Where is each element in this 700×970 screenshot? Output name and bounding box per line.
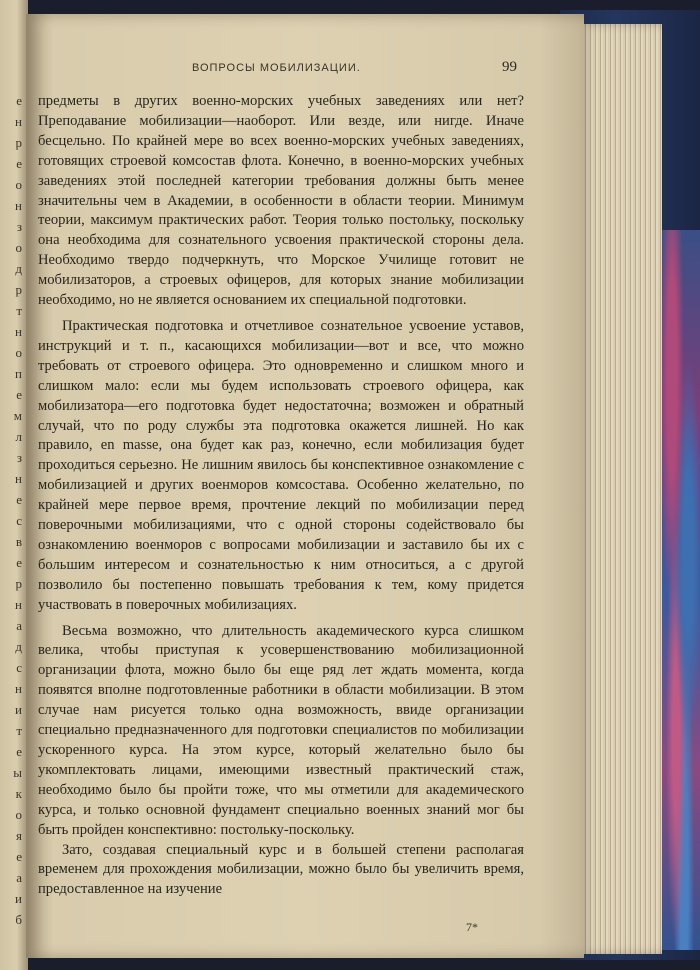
page-header bbox=[26, 59, 584, 82]
left-page-fragment: з bbox=[16, 219, 22, 234]
left-page-fragment: я bbox=[16, 828, 22, 843]
left-page-fragment: о bbox=[15, 240, 22, 255]
paragraph: Зато, создавая специальный курс и в большей степени располагая временем для прохождения мобилизации, можно было бы увеличить время, предоставленное на изучение bbox=[38, 841, 524, 898]
left-page-fragment: е bbox=[16, 744, 22, 759]
paragraph: Весьма возможно, что длительность академического курса слишком велика, чтобы приступая к усовершенствованию мобилизационной организации флота, можно было бы еще ряд лет ждать момента, когда появятся вполне подготовленные работники в области мобилизации. В этом случае нам рисуется только одна возможность, ввиде организации специально предназначенного для подготовки специалистов по мобилизации ускоренного курса. На этом курсе, который желательно было бы укомплектовать лицами, имеющими известный практический стаж, необходимо было бы пройти тоже, что мы отметили для академического курса, и только основной фундамент специально военных знаний мог бы быть пройден конспективно: постольку-поскольку. bbox=[38, 622, 524, 838]
running-head: ВОПРОСЫ МОБИЛИЗАЦИИ. bbox=[192, 62, 361, 74]
body-text bbox=[38, 92, 524, 900]
paragraph: предметы в других военно-морских учебных заведениях или нет? Преподавание мобилизации—наоборот. Или везде, или нигде. Иначе бесцельно. По крайней мере во всех военно-морских учебных заведениях, готовящих строевой комсостав флота. Конечно, в военно-морских учебных заведениях этой последней категории требования должны быть менее значительны чем в Академии, в особенности в области теории. Минимум теории, максимум практических работ. Теория только постольку, поскольку она необходима для сознательного усвоения практической стороны дела. Необходимо твердо подчеркнуть, что Морское Училище готовит не мобилизаторов, а строевых офицеров, для которых знание мобилизации необходимо, но не является основанием их специальной подготовки. bbox=[38, 93, 524, 309]
left-page-fragment: о bbox=[15, 177, 22, 192]
left-page-fragment: в bbox=[15, 534, 22, 549]
left-page-fragment: е bbox=[16, 492, 22, 507]
left-page-fragment: с bbox=[16, 513, 22, 528]
left-page bbox=[0, 0, 28, 970]
left-page-fragment: д bbox=[15, 261, 22, 276]
right-page bbox=[26, 14, 584, 958]
left-page-fragment: е bbox=[16, 387, 22, 402]
left-page-fragment: н bbox=[15, 471, 22, 486]
left-page-fragment: е bbox=[16, 849, 22, 864]
left-page-fragment: з bbox=[16, 450, 22, 465]
left-page-fragment: н bbox=[15, 597, 22, 612]
paragraph: Практическая подготовка и отчетливое сознательное усвоение уставов, инструкций и т. п., касающихся мобилизации—вот и все, что можно требовать от строевого офицера. Это одновременно и слишком много и слишком мало: если мы будем использовать строевого офицера, как мобилизатора—его подготовка будет недостаточна; возможен и обратный случай, что по роду службы эта подготовка окажется лишней. Но как правило, en masse, она будет как раз, конечно, если мобилизация будет проходиться серьезно. Не лишним явилось бы конспективное ознакомление с мобилизацией и других военморов комсостава. Особенно желательно, по крайней мере первое время, прочтение лекций по мобилизации перед поверочными мобилизациями, что с одной стороны содействовало бы ознакомлению военморов с вопросами мобилизации и заставило бы их с большим интересом и сознательностью к ним относиться, а с другой позволило бы постепенно повышать требования к тем, кому придется участвовать в поверочных мобилизациях. bbox=[38, 317, 524, 613]
left-page-fragment: н bbox=[15, 681, 22, 696]
left-page-fragment: к bbox=[15, 786, 22, 801]
left-page-fragment: п bbox=[15, 366, 22, 381]
left-page-fragment: т bbox=[16, 723, 22, 738]
page-number: 99 bbox=[502, 59, 517, 75]
left-page-fragment: а bbox=[16, 870, 22, 885]
left-page-fragment: ы bbox=[13, 765, 22, 780]
left-page-fragment: е bbox=[16, 156, 22, 171]
left-page-fragment: о bbox=[15, 807, 22, 822]
left-page-fragment: н bbox=[15, 324, 22, 339]
left-page-fragment: р bbox=[15, 576, 22, 591]
signature-mark: 7* bbox=[466, 920, 478, 934]
left-page-fragment: с bbox=[16, 660, 22, 675]
left-page-fragment: р bbox=[15, 282, 22, 297]
left-page-fragment: р bbox=[15, 135, 22, 150]
left-page-fragment: б bbox=[15, 912, 22, 927]
left-page-fragment: л bbox=[15, 429, 22, 444]
left-page-fragment: н bbox=[15, 198, 22, 213]
left-page-text-fragments bbox=[0, 90, 26, 950]
left-page-fragment: е bbox=[16, 555, 22, 570]
left-page-fragment: н bbox=[15, 114, 22, 129]
left-page-fragment: м bbox=[13, 408, 22, 423]
left-page-fragment: о bbox=[15, 345, 22, 360]
left-page-fragment: е bbox=[16, 93, 22, 108]
left-page-fragment: т bbox=[16, 303, 22, 318]
left-page-fragment: а bbox=[16, 618, 22, 633]
left-page-fragment: и bbox=[15, 702, 22, 717]
marbled-endpaper bbox=[660, 230, 700, 950]
page-edges bbox=[578, 24, 662, 954]
left-page-fragment: д bbox=[15, 639, 22, 654]
left-page-fragment: и bbox=[15, 891, 22, 906]
